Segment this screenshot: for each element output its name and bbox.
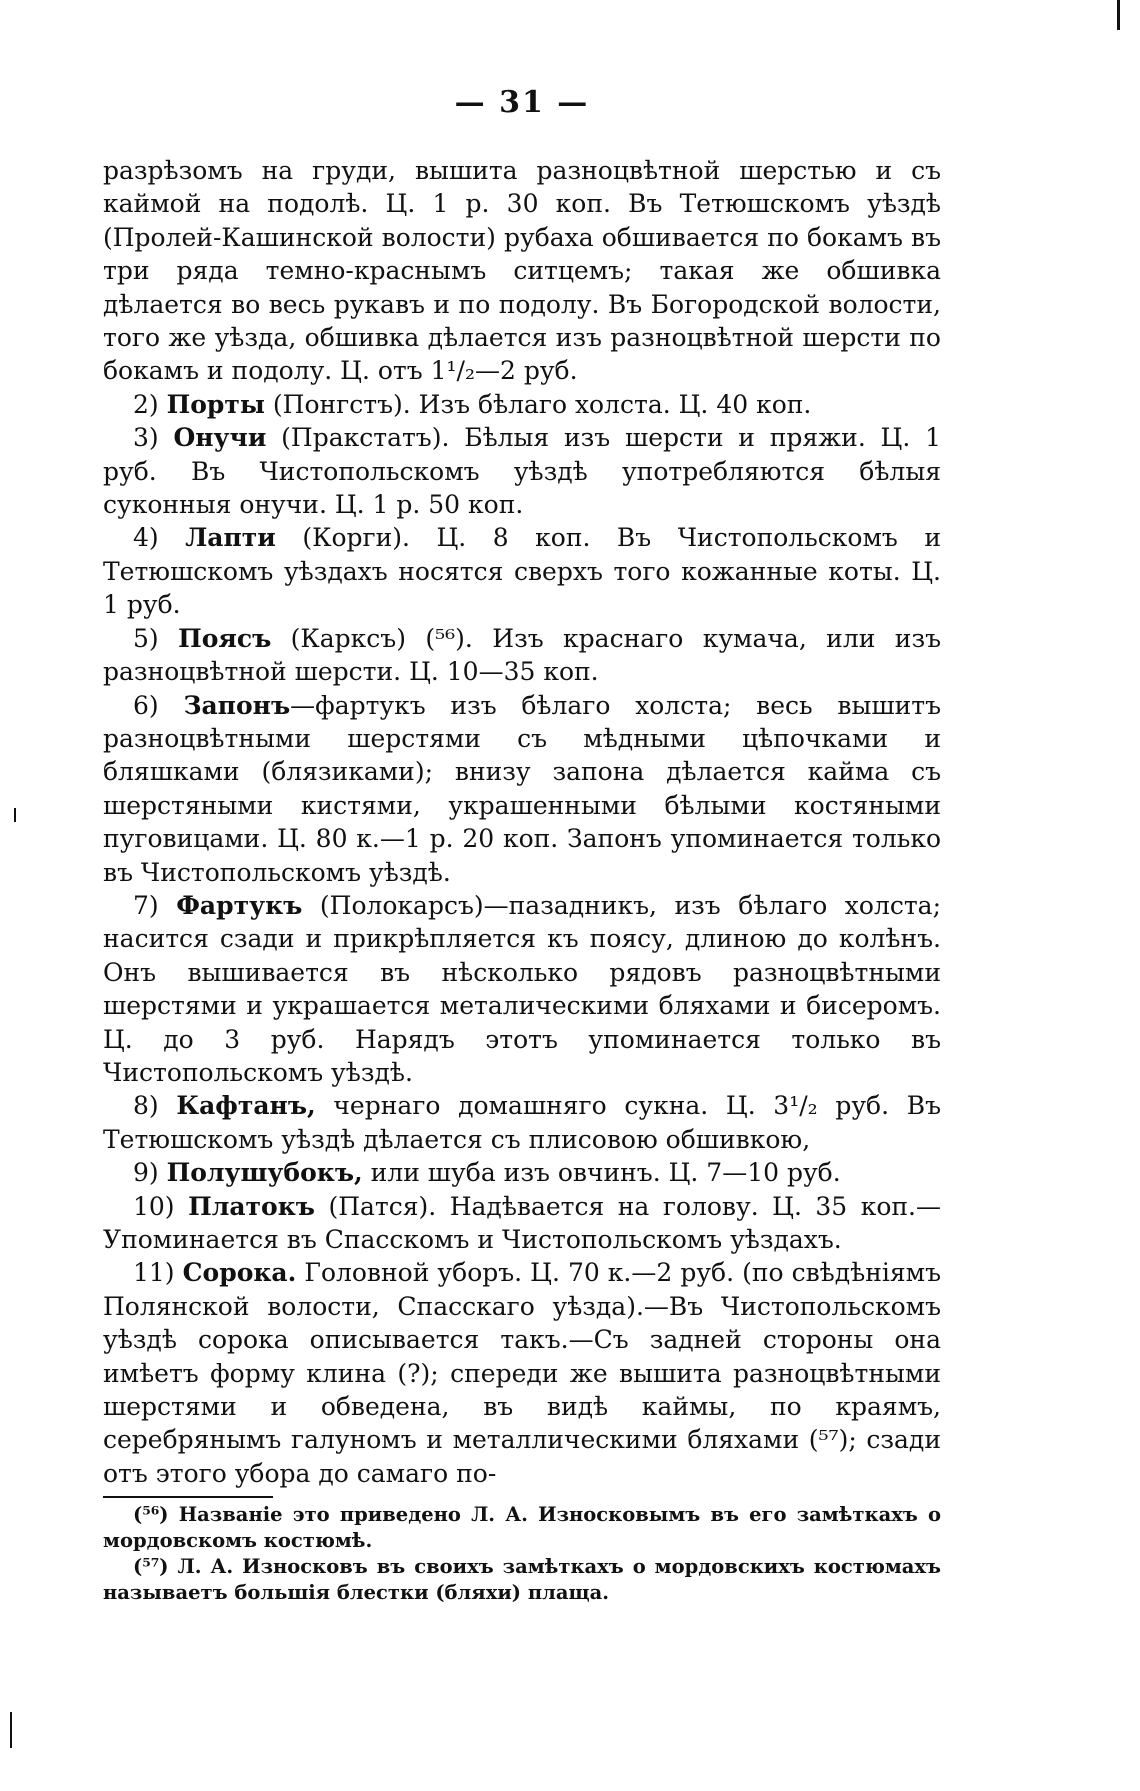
item-number: 9) bbox=[133, 1158, 159, 1188]
item-description: (Карксъ) (⁵⁶). Изъ краснаго кумача, или изъ разноцвѣтной шерсти. Ц. 10—35 коп. bbox=[103, 623, 942, 687]
paragraph-soroka bbox=[103, 1256, 941, 1490]
footnote-marker: (⁵⁶) bbox=[133, 1503, 169, 1527]
footnote-56 bbox=[103, 1502, 941, 1554]
item-description: или шуба изъ овчинъ. Ц. 7—10 руб. bbox=[370, 1158, 841, 1188]
item-number: 7) bbox=[133, 890, 159, 920]
body-text bbox=[103, 154, 941, 1490]
paragraph-fartuk bbox=[103, 889, 941, 1089]
footnotes bbox=[103, 1502, 941, 1606]
book-page bbox=[103, 85, 941, 1606]
item-title: Фартукъ bbox=[176, 890, 303, 920]
item-title: Онучи bbox=[173, 423, 267, 453]
item-number: 11) bbox=[133, 1258, 175, 1288]
item-title: Платокъ bbox=[188, 1191, 315, 1221]
footnote-57 bbox=[103, 1554, 941, 1606]
paragraph-shirt-continuation: разрѣзомъ на груди, вышита разноцвѣтной шерстью и съ каймой на подолѣ. Ц. 1 р. 30 коп. Въ Тетюшскомъ уѣздѣ (Пролей-Кашинской волости) рубаха обшивается по бокамъ въ три ряда темно-краснымъ ситцемъ; такая же обшивка дѣлается во весь рукавъ и по подолу. Въ Богородской волости, того же уѣзда, обшивка дѣлается изъ разноцвѣтной шерсти по бокамъ и подолу. Ц. отъ 1¹/₂—2 руб. bbox=[103, 156, 941, 386]
item-number: 8) bbox=[133, 1091, 159, 1121]
paragraph-zapon bbox=[103, 689, 941, 889]
footnote-marker: (⁵⁷) bbox=[133, 1555, 169, 1579]
item-number: 6) bbox=[133, 690, 159, 720]
item-number: 3) bbox=[133, 423, 159, 453]
item-description: (Понгстъ). Изъ бѣлаго холста. Ц. 40 коп. bbox=[272, 389, 812, 419]
item-description: (Полокарсъ)—пазадникъ, изъ бѣлаго холста; насится сзади и прикрѣпляется къ поясу, длиною до колѣнъ. Онъ вышивается въ нѣсколько рядовъ разноцвѣтными шерстями и украшается металическими бляхами и бисеромъ. Ц. до 3 руб. Нарядъ этотъ упоминается только въ Чистопольскомъ уѣздѣ. bbox=[103, 890, 941, 1087]
paragraph-poyas bbox=[103, 622, 941, 689]
item-description: (Пракстатъ). Бѣлыя изъ шерсти и пряжи. Ц. 1 руб. Въ Чистопольскомъ уѣздѣ употребляются бѣлыя суконныя онучи. Ц. 1 р. 50 коп. bbox=[103, 423, 941, 520]
scan-edge-mark-left-bottom bbox=[10, 1712, 12, 1748]
footnote-divider bbox=[103, 1496, 273, 1498]
footnote-text: Названіе это приведено Л. А. Износковымъ въ его замѣткахъ о мордовскомъ костюмѣ. bbox=[103, 1503, 942, 1553]
item-title: Лапти bbox=[185, 523, 276, 553]
paragraph-lapti bbox=[103, 521, 941, 621]
item-description: (Корги). Ц. 8 коп. Въ Чистопольскомъ и Тетюшскомъ уѣздахъ носятся сверхъ того кожанные коты. Ц. 1 руб. bbox=[103, 523, 941, 620]
item-title: Поясъ bbox=[178, 623, 272, 653]
item-title: Сорока. bbox=[182, 1258, 297, 1288]
scan-edge-mark-top bbox=[1117, 0, 1120, 30]
item-description: —фартукъ изъ бѣлаго холста; весь вышитъ разноцвѣтными шерстями съ мѣдными цѣпочками и бляшками (блязиками); внизу запона дѣлается кайма съ шерстяными кистями, украшенными бѣлыми костяными пуговицами. Ц. 80 к.—1 р. 20 коп. Запонъ упоминается только въ Чистопольскомъ уѣздѣ. bbox=[103, 690, 941, 887]
paragraph-kaftan bbox=[103, 1089, 941, 1156]
item-title: Полушубокъ, bbox=[166, 1158, 363, 1188]
paragraph-ports bbox=[103, 388, 941, 421]
item-description: чернаго домашняго сукна. Ц. 3¹/₂ руб. Въ Тетюшскомъ уѣздѣ дѣлается съ плисовою обшивкою, bbox=[103, 1091, 941, 1154]
page-number: — 31 — bbox=[454, 85, 590, 120]
footnote-text: Л. А. Износковъ въ своихъ замѣткахъ о мордовскихъ костюмахъ называетъ большія блестки (бляхи) плаща. bbox=[103, 1555, 941, 1605]
paragraph-onuchi bbox=[103, 421, 941, 521]
paragraph-polushubok bbox=[103, 1156, 941, 1189]
item-title: Порты bbox=[166, 389, 265, 419]
paragraph-platok bbox=[103, 1190, 941, 1257]
item-number: 5) bbox=[133, 623, 159, 653]
item-number: 2) bbox=[133, 389, 159, 419]
item-title: Кафтанъ, bbox=[176, 1091, 316, 1121]
scan-edge-mark-left bbox=[14, 808, 16, 822]
item-description: Головной уборъ. Ц. 70 к.—2 руб. (по свѣдѣніямъ Полянской волости, Спасскаго уѣзда).—Въ Чистопольскомъ уѣздѣ сорока описывается такъ.—Съ задней стороны она имѣетъ форму клина (?); спереди же вышита разноцвѣтными шерстями и обведена, въ видѣ каймы, по краямъ, серебрянымъ галуномъ и металлическими бляхами (⁵⁷); сзади отъ этого убора до самаго по- bbox=[103, 1258, 942, 1488]
item-title: Запонъ bbox=[183, 690, 291, 720]
item-description: (Патся). Надѣвается на голову. Ц. 35 коп.—Упоминается въ Спасскомъ и Чистопольскомъ уѣздахъ. bbox=[103, 1191, 942, 1254]
item-number: 10) bbox=[133, 1191, 175, 1221]
item-number: 4) bbox=[133, 523, 159, 553]
